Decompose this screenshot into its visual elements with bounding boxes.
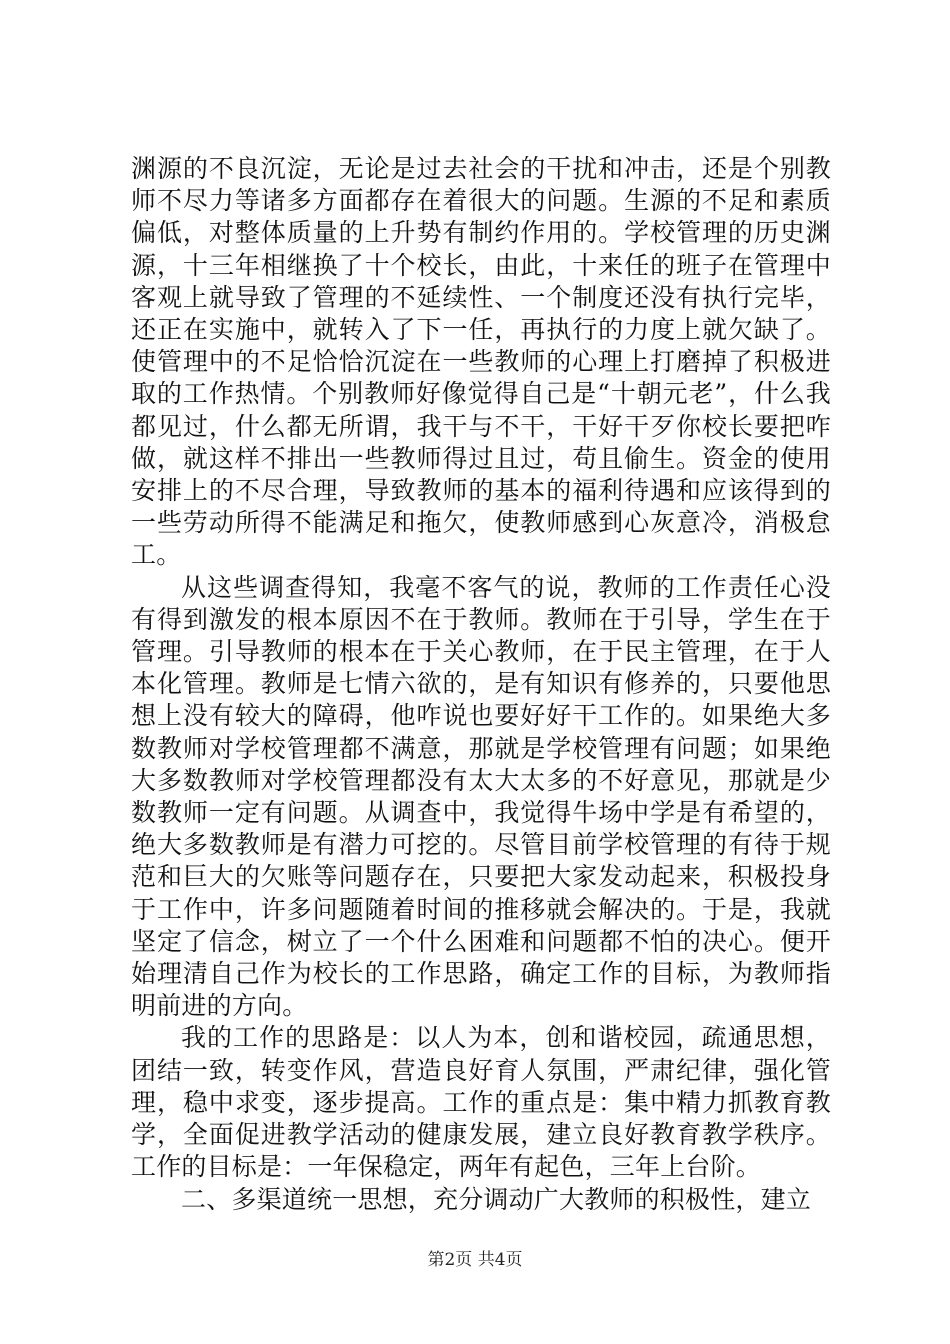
paragraph-work-approach: 我的工作的思路是：以人为本，创和谐校园，疏通思想，团结一致，转变作风，营造良好育人氛围，严肃纪律，强化管理，稳中求变，逐步提高。工作的重点是：集中精力抓教育教学，全面促进教学活动的健康发展，建立良好教育教学秩序。工作的目标是：一年保稳定，两年有起色，三年上台阶。 [131, 1023, 831, 1182]
section-heading-two: 二、多渠道统一思想，充分调动广大教师的积极性，建立 [181, 1184, 812, 1214]
document-body [131, 153, 831, 1216]
paragraph-survey-findings: 从这些调查得知，我毫不客气的说，教师的工作责任心没有得到激发的根本原因不在于教师。教师在于引导，学生在于管理。引导教师的根本在于关心教师，在于民主管理，在于人本化管理。教师是七情六欲的，是有知识有修养的，只要他思想上没有较大的障碍，他咋说也要好好干工作的。如果绝大多数教师对学校管理都不满意，那就是学校管理有问题；如果绝大多数教师对学校管理都没有太大太多的不好意见，那就是少数教师一定有问题。从调查中，我觉得牛场中学是有希望的，绝大多数教师是有潜力可挖的。尽管目前学校管理的有待于规范和巨大的欠账等问题存在，只要把大家发动起来，积极投身于工作中，许多问题随着时间的推移就会解决的。于是，我就坚定了信念，树立了一个什么困难和问题都不怕的决心。便开始理清自己作为校长的工作思路，确定工作的目标，为教师指明前进的方向。 [131, 572, 831, 1021]
page-number-footer: 第2页 共4页 [427, 1250, 523, 1270]
paragraph-continuation: 渊源的不良沉淀，无论是过去社会的干扰和冲击，还是个别教师不尽力等诸多方面都存在着很大的问题。生源的不足和素质偏低，对整体质量的上升势有制约作用的。学校管理的历史渊源，十三年相继换了十个校长，由此，十来任的班子在管理中客观上就导致了管理的不延续性、一个制度还没有执行完毕，还正在实施中，就转入了下一任，再执行的力度上就欠缺了。使管理中的不足恰恰沉淀在一些教师的心理上打磨掉了积极进取的工作热情。个别教师好像觉得自己是“十朝元老”，什么我都见过，什么都无所谓，我干与不干，干好干歹你校长要把咋做，就这样不排出一些教师得过且过，苟且偷生。资金的使用安排上的不尽合理，导致教师的基本的福利待遇和应该得到的一些劳动所得不能满足和拖欠，使教师感到心灰意冷，消极怠工。 [131, 154, 831, 570]
